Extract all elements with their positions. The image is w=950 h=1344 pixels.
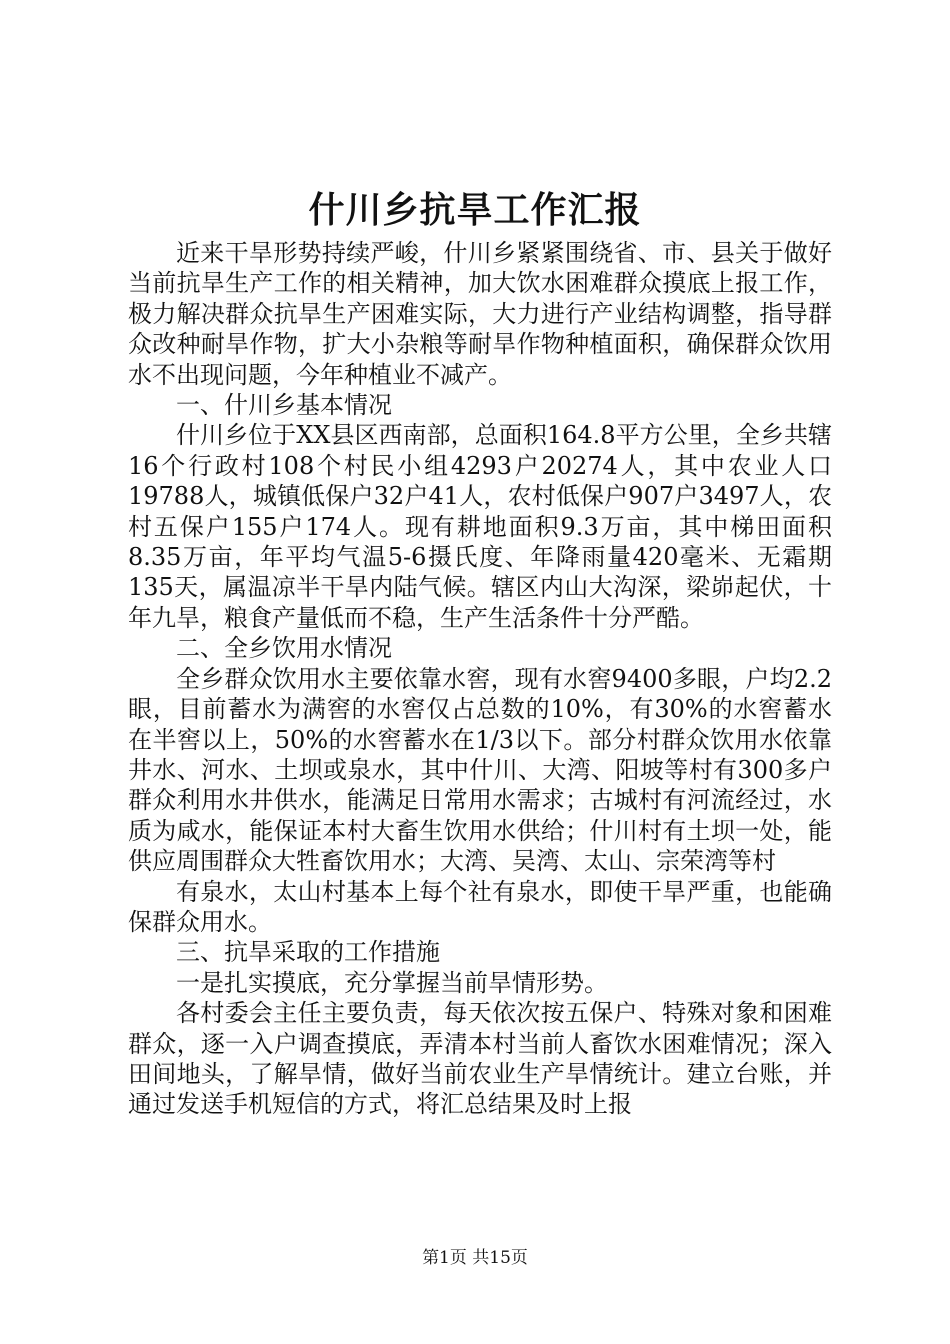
paragraph-spring-water: 有泉水，太山村基本上每个社有泉水，即使干旱严重，也能确保群众用水。 bbox=[128, 877, 832, 936]
section-heading-basic-situation: 一、什川乡基本情况 bbox=[176, 391, 392, 420]
paragraph-intro: 近来干旱形势持续严峻，什川乡紧紧围绕省、市、县关于做好当前抗旱生产工作的相关精神，加大饮水困难群众摸底上报工作，极力解决群众抗旱生产困难实际，大力进行产业结构调整，指导群众改种耐旱作物，扩大小杂粮等耐旱作物种植面积，确保群众饮用水不出现问题，今年种植业不减产。 bbox=[128, 239, 832, 389]
document-body bbox=[128, 238, 832, 1120]
paragraph-drinking-water: 全乡群众饮用水主要依靠水窖，现有水窖9400多眼，户均2.2眼，目前蓄水为满窖的水窖仅占总数的10%，有30%的水窖蓄水在半窖以上，50%的水窖蓄水在1/3以下。部分村群众饮用水依靠井水、河水、土坝或泉水，其中什川、大湾、阳坡等村有300多户群众利用水井供水，能满足日常用水需求；古城村有河流经过，水质为咸水，能保证本村大畜生饮用水供给；什川村有土坝一处，能供应周围群众大牲畜饮用水；大湾、吴湾、太山、宗荣湾等村 bbox=[128, 664, 832, 876]
section-heading-measures: 三、抗旱采取的工作措施 bbox=[176, 938, 440, 967]
page-footer: 第1页 共15页 bbox=[422, 1248, 528, 1268]
measure-heading-one: 一是扎实摸底，充分掌握当前旱情形势。 bbox=[176, 968, 608, 997]
paragraph-measure-one: 各村委会主任主要负责，每天依次按五保户、特殊对象和困难群众，逐一入户调查摸底，弄清本村当前人畜饮水困难情况；深入田间地头，了解旱情，做好当前农业生产旱情统计。建立台账，并通过发送手机短信的方式，将汇总结果及时上报 bbox=[128, 999, 832, 1119]
section-heading-drinking-water: 二、全乡饮用水情况 bbox=[176, 634, 392, 663]
document-title: 什川乡抗旱工作汇报 bbox=[308, 189, 642, 231]
paragraph-basic-situation: 什川乡位于XX县区西南部，总面积164.8平方公里，全乡共辖16个行政村108个村民小组4293户20274人，其中农业人口19788人，城镇低保户32户41人，农村低保户907户3497人，农村五保户155户174人。现有耕地面积9.3万亩，其中梯田面积8.35万亩，年平均气温5-6摄氏度、年降雨量420毫米、无霜期135天，属温凉半干旱内陆气候。辖区内山大沟深，梁峁起伏，十年九旱，粮食产量低而不稳，生产生活条件十分严酷。 bbox=[128, 421, 832, 632]
